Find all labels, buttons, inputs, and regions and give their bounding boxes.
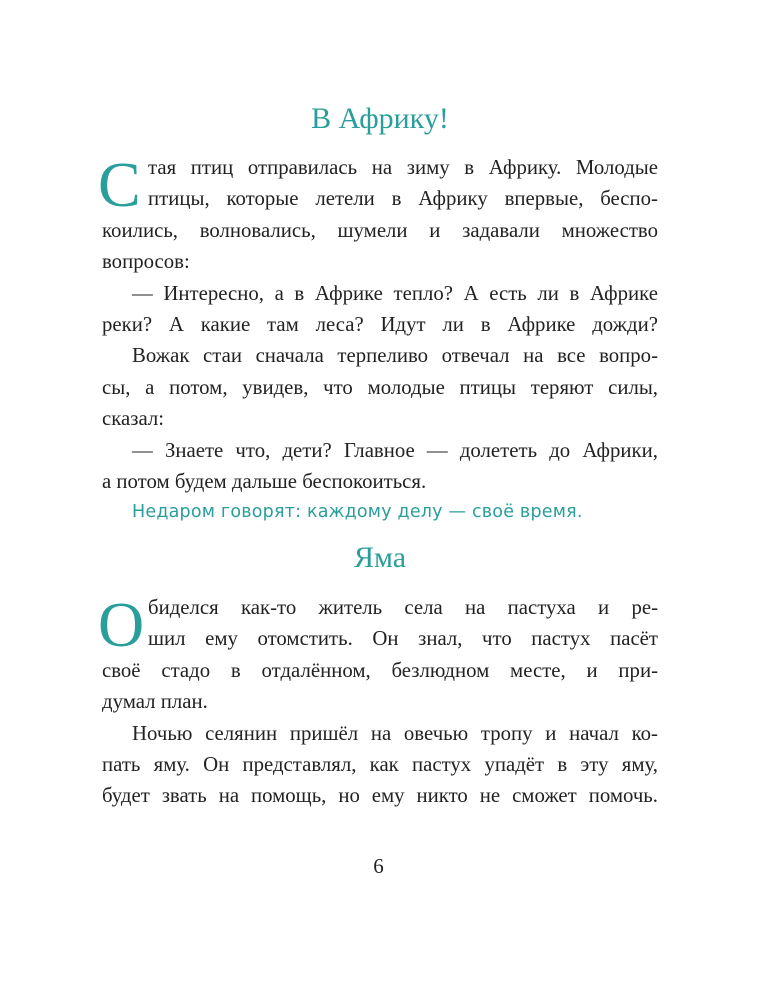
text-line: думал план. bbox=[102, 690, 208, 714]
text-line: реки? А какие там леса? Идут ли в Африке дожди? bbox=[102, 312, 658, 336]
text-line: биделся как-то житель села на пастуха и ре- bbox=[148, 596, 658, 619]
text-line: — Знаете что, дети? Главное — долететь до Африки, bbox=[132, 438, 658, 462]
story-text bbox=[98, 149, 658, 529]
page-number: 6 bbox=[373, 854, 384, 878]
text-line: коились, волновались, шумели и задавали множество bbox=[102, 218, 658, 242]
text-line: пать яму. Он представлял, как пастух упадёт в эту яму, bbox=[102, 752, 658, 776]
text-line: вопросов: bbox=[102, 250, 190, 274]
story-title: Яма bbox=[353, 541, 407, 574]
text-line: Вожак стаи сначала терпеливо отвечал на все вопро- bbox=[132, 344, 658, 368]
moral-line: Недаром говорят: каждому делу — своё время. bbox=[132, 502, 583, 523]
text-line: сы, а потом, увидев, что молодые птицы теряют силы, bbox=[102, 375, 658, 399]
text-line: сказал: bbox=[102, 407, 165, 431]
text-line: будет звать на помощь, но ему никто не сможет помочь. bbox=[102, 784, 658, 808]
text-line: — Интересно, а в Африке тепло? А есть ли в Африке bbox=[132, 281, 658, 305]
text-line: шил ему отомстить. Он знал, что пастух пасёт bbox=[148, 627, 658, 651]
text-line: тая птиц отправилась на зиму в Африку. Молодые bbox=[148, 156, 658, 179]
drop-cap: С bbox=[98, 149, 141, 220]
drop-cap: О bbox=[98, 589, 145, 660]
text-line: а потом будем дальше беспокоиться. bbox=[102, 469, 427, 493]
text-line: Ночью селянин пришёл на овечью тропу и начал ко- bbox=[132, 721, 658, 745]
text-line: своё стадо в отдалённом, безлюдном месте, и при- bbox=[102, 658, 658, 682]
text-line: птицы, которые летели в Африку впервые, беспо- bbox=[148, 187, 658, 211]
story-title: В Африку! bbox=[311, 102, 449, 135]
story-text bbox=[98, 589, 658, 812]
